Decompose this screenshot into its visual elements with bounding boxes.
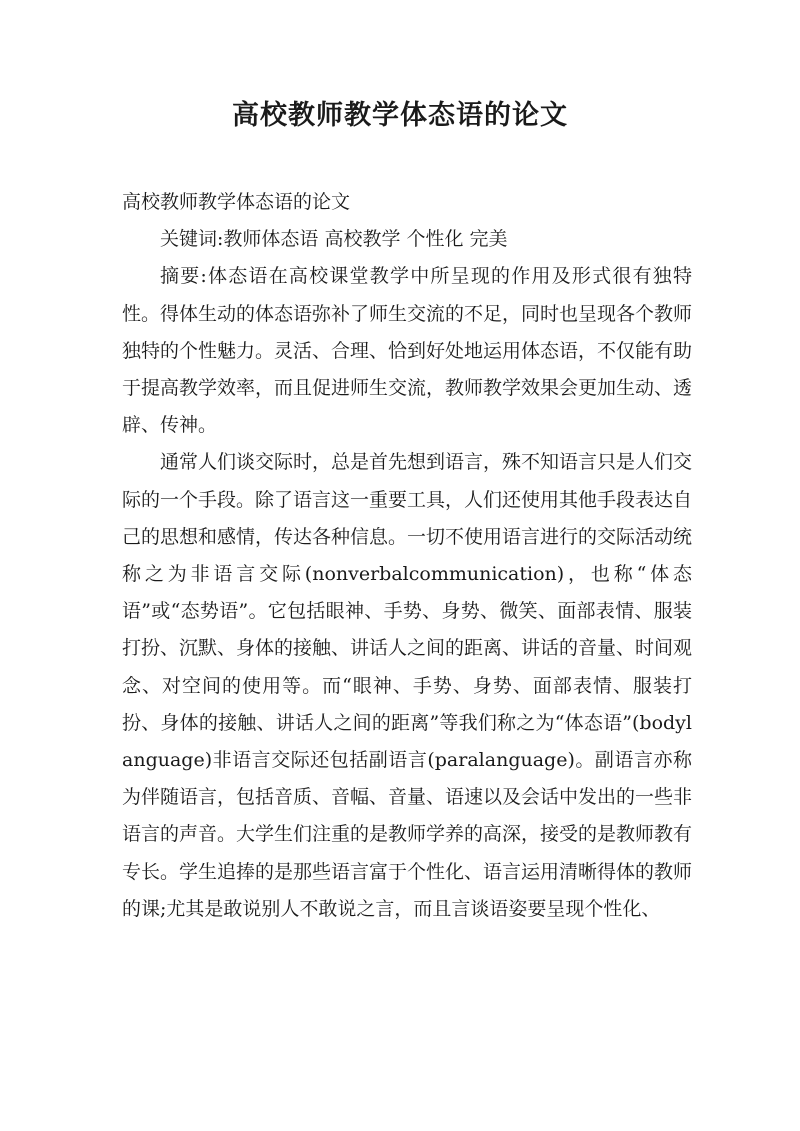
document-body: [122, 184, 692, 928]
document-title: 高校教师教学体态语的论文: [232, 100, 568, 131]
keywords-line: 关键词:教师体态语 高校教学 个性化 完美: [160, 228, 508, 251]
abstract-paragraph: 摘要:体态语在高校课堂教学中所呈现的作用及形式很有独特性。得体生动的体态语弥补了师生交流的不足，同时也呈现各个教师独特的个性魅力。灵活、合理、恰到好处地运用体态语，不仅能有助于提高教学效率，而且促进师生交流，教师教学效果会更加生动、透辟、传神。: [122, 265, 693, 437]
document-subtitle: 高校教师教学体态语的论文: [122, 191, 351, 213]
body-paragraph-1: 通常人们谈交际时，总是首先想到语言，殊不知语言只是人们交际的一个手段。除了语言这一重要工具，人们还使用其他手段表达自己的思想和感情，传达各种信息。一切不使用语言进行的交际活动统称之为非语言交际(nonverbalcommunication)，也称“体态语”或“态势语”。它包括眼神、手势、身势、微笑、面部表情、服装打扮、沉默、身体的接触、讲话人之间的距离、讲话的音量、时间观念、对空间的使用等。而“眼神、手势、身势、面部表情、服装打扮、身体的接触、讲话人之间的距离”等我们称之为“体态语”(bodylanguage)非语言交际还包括副语言(paralanguage)。副语言亦称为伴随语言，包括音质、音幅、音量、语速以及会话中发出的一些非语言的声音。大学生们注重的是教师学养的高深，接受的是教师教有专长。学生追捧的是那些语言富于个性化、语言运用清晰得体的教师的课;尤其是敢说别人不敢说之言，而且言谈语姿要呈现个性化、: [122, 451, 693, 920]
